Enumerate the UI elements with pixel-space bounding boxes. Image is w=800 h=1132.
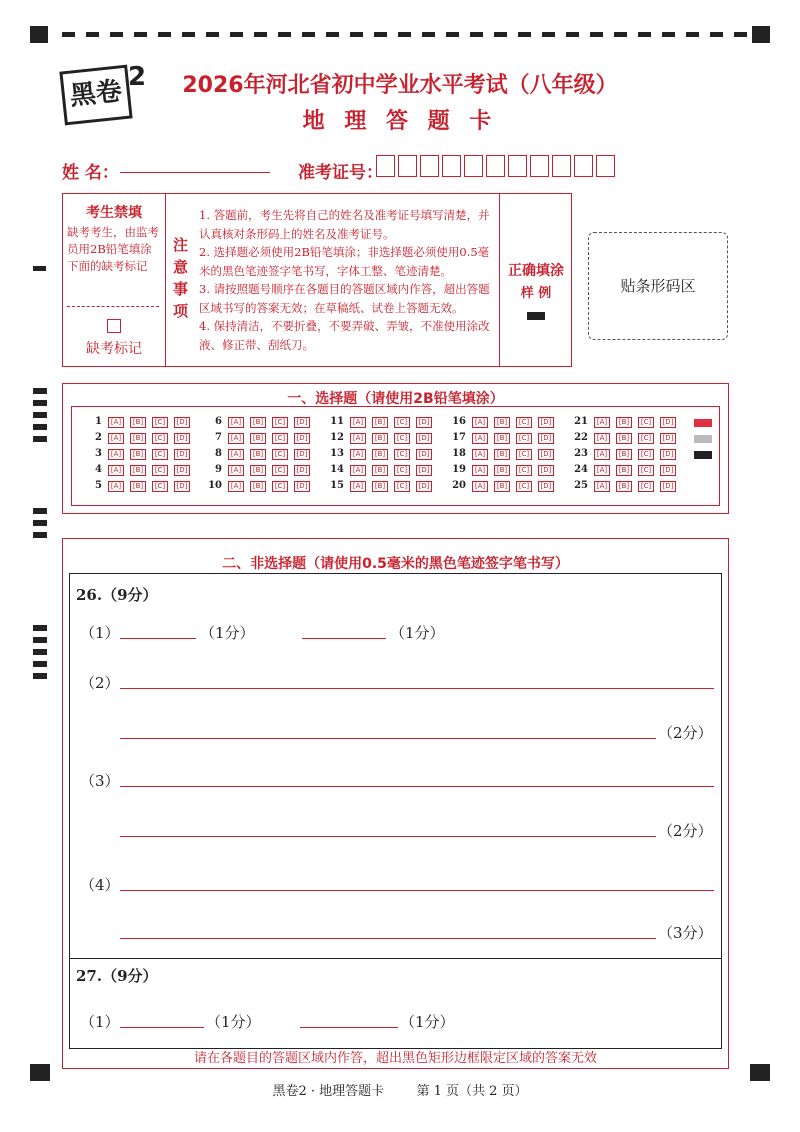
q26-answer-box (69, 573, 722, 959)
question-number: 20 (452, 480, 466, 491)
fill-sample-swatch (694, 419, 712, 427)
q26-p2-line-1[interactable] (120, 688, 714, 689)
timing-dash (326, 32, 339, 37)
option-bubble-d[interactable]: [D] (174, 417, 190, 428)
exam-id-digit-box[interactable] (464, 155, 483, 177)
exam-id-digit-box[interactable] (508, 155, 527, 177)
timing-dash (422, 32, 435, 37)
option-bubble-c[interactable]: [C] (394, 449, 410, 460)
option-bubble-a[interactable]: [A] (228, 449, 244, 460)
timing-dash (33, 661, 47, 667)
nonchoice-section (62, 538, 729, 1069)
option-bubble-a[interactable]: [A] (108, 481, 124, 492)
question-number: 18 (452, 448, 466, 459)
question-number: 3 (95, 448, 102, 459)
timing-dash (62, 32, 75, 37)
question-number: 24 (574, 464, 588, 475)
question-number: 1 (95, 416, 102, 427)
q27-p1-blank-a[interactable] (120, 1027, 204, 1028)
timing-dash (33, 637, 47, 643)
option-bubble-c[interactable]: [C] (638, 481, 654, 492)
timing-dash (518, 32, 531, 37)
option-bubble-d[interactable]: [D] (416, 481, 432, 492)
option-bubble-c[interactable]: [C] (516, 417, 532, 428)
q26-p3-line-2[interactable] (120, 836, 656, 837)
q26-p1-score-b: （1分） (390, 624, 445, 642)
timing-dash (542, 32, 555, 37)
timing-dash (350, 32, 363, 37)
option-bubble-c[interactable]: [C] (516, 465, 532, 476)
option-bubble-d[interactable]: [D] (416, 417, 432, 428)
option-bubble-c[interactable]: [C] (394, 481, 410, 492)
absent-desc: 缺考考生，由监考员用2B铅笔填涂下面的缺考标记 (67, 225, 159, 273)
option-bubble-b[interactable]: [B] (250, 449, 266, 460)
timing-dash (33, 388, 47, 394)
timing-dash (134, 32, 147, 37)
option-bubble-d[interactable]: [D] (416, 465, 432, 476)
timing-dash (33, 508, 47, 514)
q26-p1-blank-a[interactable] (120, 638, 196, 639)
option-bubble-a[interactable]: [A] (472, 481, 488, 492)
option-bubble-c[interactable]: [C] (152, 481, 168, 492)
question-number: 23 (574, 448, 588, 459)
option-bubble-c[interactable]: [C] (272, 481, 288, 492)
absent-mark-box[interactable] (107, 319, 121, 333)
option-bubble-b[interactable]: [B] (494, 417, 510, 428)
option-bubble-c[interactable]: [C] (638, 433, 654, 444)
option-bubble-b[interactable]: [B] (372, 433, 388, 444)
barcode-area (588, 232, 728, 340)
option-bubble-b[interactable]: [B] (494, 481, 510, 492)
option-bubble-c[interactable]: [C] (272, 449, 288, 460)
exam-id-digit-box[interactable] (376, 155, 395, 177)
option-bubble-b[interactable]: [B] (494, 449, 510, 460)
question-number: 14 (330, 464, 344, 475)
q27-title: 27.（9分） (76, 967, 158, 985)
exam-id-digit-box[interactable] (442, 155, 461, 177)
option-bubble-b[interactable]: [B] (250, 417, 266, 428)
exam-id-digit-box[interactable] (420, 155, 439, 177)
option-bubble-d[interactable]: [D] (416, 433, 432, 444)
timing-dash (446, 32, 459, 37)
question-number: 15 (330, 480, 344, 491)
q27-answer-box (69, 959, 722, 1049)
timing-dash (33, 532, 47, 538)
timing-dash (110, 32, 123, 37)
question-number: 5 (95, 480, 102, 491)
option-bubble-d[interactable]: [D] (538, 465, 554, 476)
option-bubble-b[interactable]: [B] (494, 433, 510, 444)
option-bubble-a[interactable]: [A] (472, 433, 488, 444)
option-bubble-a[interactable]: [A] (350, 433, 366, 444)
timing-dash (614, 32, 627, 37)
option-bubble-c[interactable]: [C] (272, 417, 288, 428)
option-bubble-a[interactable]: [A] (594, 481, 610, 492)
option-bubble-c[interactable]: [C] (272, 433, 288, 444)
timing-dash (470, 32, 483, 37)
option-bubble-c[interactable]: [C] (152, 449, 168, 460)
q26-p4-line-2[interactable] (120, 938, 656, 939)
option-bubble-b[interactable]: [B] (130, 449, 146, 460)
option-bubble-b[interactable]: [B] (250, 481, 266, 492)
q26-p1-score-a: （1分） (200, 624, 255, 642)
option-bubble-b[interactable]: [B] (494, 465, 510, 476)
option-bubble-b[interactable]: [B] (130, 433, 146, 444)
question-number: 2 (95, 432, 102, 443)
option-bubble-c[interactable]: [C] (638, 417, 654, 428)
option-bubble-d[interactable]: [D] (294, 481, 310, 492)
option-bubble-b[interactable]: [B] (616, 481, 632, 492)
exam-id-digit-box[interactable] (398, 155, 417, 177)
option-bubble-c[interactable]: [C] (638, 449, 654, 460)
sample-subtitle: 样 例 (520, 286, 552, 301)
option-bubble-b[interactable]: [B] (372, 481, 388, 492)
option-bubble-a[interactable]: [A] (350, 465, 366, 476)
timing-dash (33, 625, 47, 631)
sample-section (499, 194, 572, 366)
name-label: 姓 名： (62, 163, 119, 183)
option-bubble-a[interactable]: [A] (472, 449, 488, 460)
timing-dash (230, 32, 243, 37)
option-bubble-a[interactable]: [A] (350, 481, 366, 492)
option-bubble-b[interactable]: [B] (130, 465, 146, 476)
q26-title: 26.（9分） (76, 586, 158, 604)
question-number: 12 (330, 432, 344, 443)
option-bubble-c[interactable]: [C] (394, 465, 410, 476)
option-bubble-d[interactable]: [D] (538, 449, 554, 460)
name-field[interactable] (120, 172, 270, 173)
timing-dash (254, 32, 267, 37)
option-bubble-a[interactable]: [A] (594, 449, 610, 460)
q26-p2-score: （2分） (658, 724, 713, 742)
timing-mark-bottom-left (30, 1064, 50, 1081)
choice-grid (71, 406, 720, 506)
option-bubble-a[interactable]: [A] (472, 417, 488, 428)
question-number: 9 (215, 464, 222, 475)
question-number: 22 (574, 432, 588, 443)
option-bubble-b[interactable]: [B] (130, 481, 146, 492)
q27-p1-score-a: （1分） (206, 1013, 261, 1031)
option-bubble-d[interactable]: [D] (174, 465, 190, 476)
timing-dash (566, 32, 579, 37)
option-bubble-a[interactable]: [A] (228, 433, 244, 444)
brand-logo-number: 2 (128, 62, 147, 92)
timing-dash (33, 436, 47, 442)
note-item: 4. 保持清洁，不要折叠，不要弄破、弄皱，不准使用涂改液、修正带、刮纸刀。 (199, 319, 490, 352)
page-title: 2026年河北省初中学业水平考试（八年级） (182, 73, 618, 98)
option-bubble-a[interactable]: [A] (228, 465, 244, 476)
timing-dash (33, 649, 47, 655)
exam-id-digit-box[interactable] (574, 155, 593, 177)
option-bubble-d[interactable]: [D] (174, 481, 190, 492)
info-panel (62, 193, 572, 367)
question-number: 16 (452, 416, 466, 427)
option-bubble-d[interactable]: [D] (294, 449, 310, 460)
option-bubble-d[interactable]: [D] (660, 417, 676, 428)
option-bubble-b[interactable]: [B] (130, 417, 146, 428)
timing-dash (206, 32, 219, 37)
option-bubble-d[interactable]: [D] (660, 449, 676, 460)
question-number: 6 (215, 416, 222, 427)
question-number: 8 (215, 448, 222, 459)
option-bubble-b[interactable]: [B] (250, 433, 266, 444)
q27-p1-score-b: （1分） (400, 1013, 455, 1031)
option-bubble-a[interactable]: [A] (594, 417, 610, 428)
exam-id-digit-box[interactable] (596, 155, 615, 177)
notes-title: 注意事项 (173, 236, 189, 320)
exam-id-label: 准考证号： (298, 163, 383, 183)
option-bubble-d[interactable]: [D] (294, 417, 310, 428)
option-bubble-d[interactable]: [D] (538, 433, 554, 444)
q27-p1-label: （1） (80, 1013, 120, 1031)
timing-dash (494, 32, 507, 37)
q26-p2-label: （2） (80, 674, 120, 692)
option-bubble-c[interactable]: [C] (394, 417, 410, 428)
question-number: 17 (452, 432, 466, 443)
q26-p3-label: （3） (80, 772, 120, 790)
option-bubble-d[interactable]: [D] (174, 449, 190, 460)
q26-p1-blank-b[interactable] (302, 638, 386, 639)
option-bubble-d[interactable]: [D] (174, 433, 190, 444)
brand-logo: 黑卷 (59, 65, 132, 126)
timing-dash (398, 32, 411, 37)
timing-dash (33, 520, 47, 526)
question-number: 21 (574, 416, 588, 427)
option-bubble-a[interactable]: [A] (594, 433, 610, 444)
timing-dash (302, 32, 315, 37)
timing-dash (590, 32, 603, 37)
option-bubble-c[interactable]: [C] (394, 433, 410, 444)
option-bubble-d[interactable]: [D] (294, 433, 310, 444)
note-item: 1. 答题前，考生先将自己的姓名及准考证号填写清楚，并认真核对条形码上的姓名及准考证号。 (199, 208, 490, 241)
nonchoice-warning: 请在各题目的答题区域内作答，超出黑色矩形边框限定区域的答案无效 (193, 1051, 597, 1066)
q26-p1-label: （1） (80, 624, 120, 642)
absent-mark-label: 缺考标记 (86, 341, 142, 357)
note-item: 2. 选择题必须使用2B铅笔填涂；非选择题必须使用0.5毫米的黑色笔迹签字笔书写，字体工整、笔迹清楚。 (199, 245, 490, 278)
timing-dash (33, 424, 47, 430)
timing-dash (278, 32, 291, 37)
option-bubble-c[interactable]: [C] (152, 465, 168, 476)
option-bubble-a[interactable]: [A] (108, 465, 124, 476)
timing-dash (662, 32, 675, 37)
nonchoice-title: 二、非选择题（请使用0.5毫米的黑色笔迹签字笔书写） (222, 556, 569, 572)
timing-dash (734, 32, 747, 37)
q26-p4-label: （4） (80, 876, 120, 894)
timing-dash (33, 673, 47, 679)
option-bubble-a[interactable]: [A] (472, 465, 488, 476)
timing-dash (710, 32, 723, 37)
option-bubble-d[interactable]: [D] (538, 417, 554, 428)
option-bubble-b[interactable]: [B] (616, 465, 632, 476)
timing-dash (638, 32, 651, 37)
note-item: 3. 请按照题号顺序在各题目的答题区域内作答，超出答题区域书写的答案无效；在草稿纸、试卷上答题无效。 (199, 282, 490, 315)
option-bubble-c[interactable]: [C] (152, 433, 168, 444)
option-bubble-b[interactable]: [B] (616, 433, 632, 444)
question-number: 11 (330, 416, 344, 427)
option-bubble-b[interactable]: [B] (616, 417, 632, 428)
option-bubble-d[interactable]: [D] (294, 465, 310, 476)
page-subtitle: 地 理 答 题 卡 (302, 109, 498, 134)
absent-section (63, 194, 166, 366)
timing-dash (374, 32, 387, 37)
option-bubble-b[interactable]: [B] (250, 465, 266, 476)
question-number: 19 (452, 464, 466, 475)
q26-p3-score: （2分） (658, 822, 713, 840)
option-bubble-a[interactable]: [A] (228, 417, 244, 428)
sample-filled-mark (527, 312, 545, 320)
option-bubble-c[interactable]: [C] (516, 449, 532, 460)
question-number: 4 (95, 464, 102, 475)
option-bubble-b[interactable]: [B] (372, 465, 388, 476)
exam-id-digit-box[interactable] (530, 155, 549, 177)
timing-mark-bottom-right (750, 1064, 770, 1081)
option-bubble-d[interactable]: [D] (538, 481, 554, 492)
question-number: 7 (215, 432, 222, 443)
option-bubble-b[interactable]: [B] (616, 449, 632, 460)
option-bubble-a[interactable]: [A] (350, 449, 366, 460)
timing-dash (686, 32, 699, 37)
timing-dash (158, 32, 171, 37)
question-number: 10 (208, 480, 222, 491)
q26-p3-line-1[interactable] (120, 786, 714, 787)
option-bubble-c[interactable]: [C] (516, 433, 532, 444)
option-bubble-a[interactable]: [A] (108, 433, 124, 444)
option-bubble-a[interactable]: [A] (108, 417, 124, 428)
q26-p4-line-1[interactable] (120, 890, 714, 891)
timing-dash (33, 400, 47, 406)
option-bubble-d[interactable]: [D] (660, 433, 676, 444)
option-bubble-c[interactable]: [C] (272, 465, 288, 476)
option-bubble-d[interactable]: [D] (660, 481, 676, 492)
sample-title: 正确填涂 (508, 263, 564, 279)
q26-p2-line-2[interactable] (120, 738, 656, 739)
notes-list (199, 206, 495, 354)
option-bubble-d[interactable]: [D] (416, 449, 432, 460)
footer-title: 黑卷2 · 地理答题卡 (272, 1084, 385, 1099)
timing-dash (86, 32, 99, 37)
question-number: 25 (574, 480, 588, 491)
option-bubble-d[interactable]: [D] (660, 465, 676, 476)
option-bubble-c[interactable]: [C] (516, 481, 532, 492)
exam-id-digit-box[interactable] (486, 155, 505, 177)
exam-id-digit-box[interactable] (552, 155, 571, 177)
footer-page-number: 第 1 页（共 2 页） (416, 1084, 528, 1099)
fill-sample-swatch (694, 451, 712, 459)
question-number: 13 (330, 448, 344, 459)
option-bubble-a[interactable]: [A] (228, 481, 244, 492)
option-bubble-c[interactable]: [C] (638, 465, 654, 476)
option-bubble-b[interactable]: [B] (372, 417, 388, 428)
page-footer (0, 1080, 800, 1099)
timing-dash (33, 412, 47, 418)
q26-p4-score: （3分） (658, 924, 713, 942)
choice-title: 一、选择题（请使用2B铅笔填涂） (287, 391, 504, 407)
choice-section (62, 383, 729, 514)
barcode-label: 贴条形码区 (620, 277, 696, 295)
option-bubble-c[interactable]: [C] (152, 417, 168, 428)
timing-dash (182, 32, 195, 37)
option-bubble-a[interactable]: [A] (350, 417, 366, 428)
option-bubble-b[interactable]: [B] (372, 449, 388, 460)
absent-title: 考生禁填 (86, 205, 142, 221)
option-bubble-a[interactable]: [A] (108, 449, 124, 460)
option-bubble-a[interactable]: [A] (594, 465, 610, 476)
q27-p1-blank-b[interactable] (300, 1027, 398, 1028)
fill-sample-swatch (694, 435, 712, 443)
